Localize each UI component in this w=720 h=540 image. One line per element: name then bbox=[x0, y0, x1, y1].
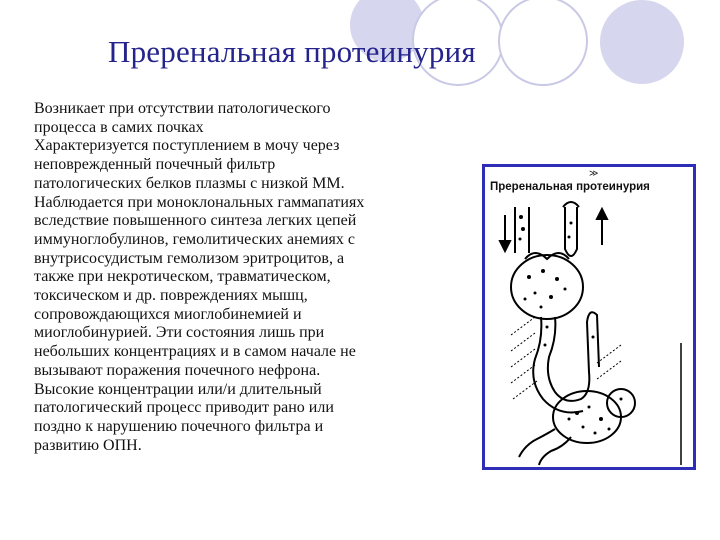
text-line: Возникает при отсутствии патологического bbox=[34, 100, 331, 117]
decor-circle-large bbox=[600, 0, 684, 84]
figure-marker: ≫ bbox=[589, 168, 599, 178]
nephron-diagram bbox=[485, 167, 693, 467]
text-line: развитию ОПН. bbox=[34, 436, 142, 454]
slide-title: Преренальная протеинурия bbox=[108, 34, 476, 69]
paragraph-characteristic bbox=[30, 137, 470, 193]
text-line: вследствие повышенного синтеза легких цепей bbox=[34, 212, 357, 230]
efferent-tube bbox=[565, 207, 577, 256]
figure-caption: Преренальная протеинурия bbox=[490, 181, 650, 193]
text-line: небольших концентрациях и в самом начале не bbox=[34, 343, 356, 361]
decor-ring-2 bbox=[498, 0, 588, 86]
text-line: миоглобинурией. Эти состояния лишь при bbox=[34, 324, 325, 342]
paragraph-occurrence bbox=[30, 194, 470, 456]
nephron-figure bbox=[482, 164, 696, 470]
text-line: также при некротическом, травматическом, bbox=[34, 268, 331, 286]
text-line: поздно к нарушению почечного фильтра и bbox=[34, 417, 324, 435]
text-line: сопровождающихся миоглобинемией и bbox=[34, 305, 302, 323]
down-arrow-head-icon bbox=[500, 241, 510, 251]
collecting-bulb bbox=[553, 391, 621, 443]
text-line: процесса в самих почках bbox=[34, 118, 204, 136]
text-line: Характеризуется поступлением в мочу через bbox=[34, 137, 340, 155]
up-arrow-head-icon bbox=[597, 209, 607, 219]
text-line: патологических белков плазмы с низкой ММ. bbox=[34, 174, 345, 192]
text-line: неповрежденный почечный фильтр bbox=[34, 156, 276, 174]
text-line: Наблюдается при моноклональных гаммапатиях bbox=[34, 193, 365, 211]
text-line: внутрисосудистым гемолизом эритроцитов, а bbox=[34, 249, 345, 267]
text-line: вызывают поражения почечного нефрона. bbox=[34, 361, 321, 379]
text-line: токсическом и др. повреждениях мышц, bbox=[34, 287, 308, 305]
glomerulus-capsule bbox=[511, 255, 583, 319]
slide-body bbox=[30, 100, 470, 455]
text-line: Высокие концентрации или/и длительный bbox=[34, 380, 322, 398]
tubule-loop bbox=[548, 312, 599, 401]
paragraph-origin bbox=[30, 100, 470, 137]
reabsorption-arrows bbox=[511, 317, 621, 399]
text-line: иммуноглобулинов, гемолитических анемиях с bbox=[34, 230, 355, 248]
text-line: патологический процесс приводит рано или bbox=[34, 399, 334, 417]
